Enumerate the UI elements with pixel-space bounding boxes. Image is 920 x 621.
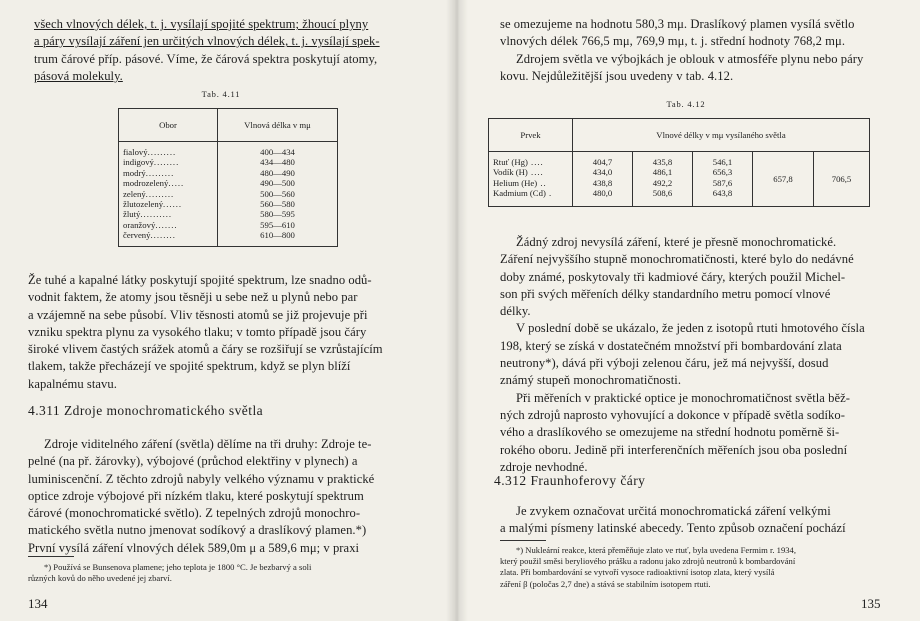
table-cell: 560—580	[260, 199, 295, 210]
table-caption: Tab. 4.11	[201, 89, 241, 99]
text-line: který použil směsi beryliového prášku a radonu jako zdrojů neutronů k bombardování	[500, 556, 796, 567]
text-line: známý stupeň monochromatičnosti.	[500, 373, 682, 388]
right-footnote	[500, 545, 878, 590]
text-line: Je zvykem označovat určitá monochromatická záření velkými	[516, 504, 831, 518]
text-line: Zdrojem světla ve výbojkách je oblouk v atmosféře plynu nebo páry	[516, 51, 864, 66]
text-line: Při měřeních v praktické optice je monochromatičnost světla běž-	[516, 390, 851, 405]
table-cell: 480—490	[260, 167, 295, 178]
text-line: tlakem, takže přecházejí ve spojité spektrum, když se plyn blíží	[28, 359, 351, 374]
text-line: kapalnému stavu.	[28, 376, 117, 391]
table-cell: 486,1	[652, 167, 673, 178]
table-cell: Vodík (H) ....	[493, 167, 544, 178]
page-number: 135	[861, 596, 881, 611]
table-cell: indigový........	[123, 157, 180, 168]
table-cell: 492,2	[652, 177, 673, 188]
table-caption: Tab. 4.12	[666, 99, 706, 109]
spectrum-table	[118, 108, 338, 247]
text-line: zlata. Při bombardování se vytvoří vysoce radioaktivní isotop zlata, který vysílá	[500, 567, 775, 578]
table-cell: 508,6	[652, 188, 673, 199]
table-cell: žlutozelený......	[123, 199, 183, 210]
table-col-1	[573, 152, 633, 207]
table-cell: fialový.........	[123, 147, 177, 157]
table-cell: oranžový.......	[123, 219, 178, 230]
text-line: všech vlnových délek, t. j. vysílají spojité spektrum; žhoucí plyny	[34, 17, 369, 31]
text-line: kovu. Nejdůležitější jsou uvedeny v tab. 4.12.	[500, 68, 734, 83]
table-cell: 656,3	[712, 167, 733, 178]
text-line: Záření nejvyššího stupně monochromatičnosti, které bylo do nedávné	[500, 252, 854, 267]
table-cell: 595—610	[260, 219, 295, 230]
table-cell: modrý.........	[123, 167, 175, 178]
footnote-rule	[28, 556, 74, 557]
table-col-3	[693, 152, 753, 207]
text-line: a páry vysílají záření jen určitých vlnových délek, t. j. vysílají spek-	[34, 34, 380, 49]
text-line: Zdroje viditelného záření (světla) dělíme na tři druhy: Zdroje te-	[44, 437, 372, 451]
table-col-elements	[489, 152, 573, 207]
right-top-text	[500, 16, 878, 85]
table-cell: Kadmium (Cd) .	[493, 188, 553, 199]
table-cell: 587,6	[712, 177, 733, 188]
left-footnote	[28, 562, 416, 584]
table-cell: 400—434	[260, 147, 295, 157]
text-line: se omezujeme na hodnotu 580,3 mμ. Draslíkový plamen vysílá světlo	[500, 17, 855, 31]
right-paragraph-4	[500, 503, 878, 538]
table-cell: 435,8	[652, 157, 673, 167]
table-header-prvek: Prvek	[489, 119, 573, 152]
page-number: 134	[28, 596, 48, 611]
text-line: pelné (na př. žárovky), výbojové (průchod elektřiny v plynech) a	[28, 454, 358, 469]
text-line: optice zdroje výbojové při nízkém tlaku, které poskytují spektrum	[28, 488, 364, 503]
table-cell: 643,8	[712, 188, 733, 199]
text-line: a vzájemně na sebe působí. Vliv těsnosti atomů se již projevuje při	[28, 307, 368, 322]
left-top-text	[34, 16, 420, 85]
table-cell: 434—480	[260, 157, 295, 168]
table-col-2	[633, 152, 693, 207]
table-col-4	[753, 152, 814, 207]
table-header-wavelengths: Vlnové délky v mμ vysílaného světla	[573, 119, 870, 152]
section-heading: 4.312 Fraunhoferovy čáry	[494, 473, 646, 488]
right-page	[456, 0, 920, 621]
text-line: V poslední době se ukázalo, že jeden z isotopů rtuti hmotového čísla	[516, 321, 865, 336]
table-cell: 500—560	[260, 188, 295, 199]
section-heading: 4.311 Zdroje monochromatického světla	[28, 403, 264, 418]
table-cell: 610—800	[260, 230, 295, 241]
table-cell: Helium (He) ..	[493, 177, 547, 188]
text-line: rokého oboru. Jedině při interferenčních měřeních jsou oba poslední	[500, 442, 848, 457]
table-cell: modrozelený.....	[123, 178, 185, 189]
text-line: trum čárové příp. pásové. Víme, že čárová spektra poskytují atomy,	[34, 51, 378, 66]
text-line: vodnit faktem, že atomy jsou těsněji u sebe než u plynů nebo par	[28, 290, 358, 305]
text-line: doby známé, poskytovaly tři kadmiové čáry, kterých použil Michel-	[500, 269, 846, 284]
table-cell: žlutý..........	[123, 209, 173, 220]
text-line: široké vlivem častých srážek atomů a čáry se rozšiřují se vzrůstajícím	[28, 342, 383, 357]
left-page	[0, 0, 456, 621]
text-line: matického světla nutno jmenovat sodíkový a draslíkový plamen.*)	[28, 523, 367, 538]
table-col-range	[218, 142, 338, 247]
elements-table	[488, 118, 870, 207]
table-cell: 490—500	[260, 178, 295, 189]
text-line: 198, který se získá v dostatečném množství při bombardování zlata	[500, 338, 842, 353]
text-line: čárové (monochromatické světlo). Z tepelných zdrojů monochro-	[28, 506, 361, 521]
text-line: neutrony*), dává při výboji zelenou čáru, jež má nejvyšší, dosud	[500, 356, 829, 371]
text-line: pásová molekuly.	[34, 68, 123, 83]
text-line: vzniku spektra plynu za vysokého tlaku; v tomto případě jsou čáry	[28, 324, 367, 339]
text-line: různých kovů do něho uvedené jej zbarví.	[28, 573, 172, 584]
table-cell: 657,8	[773, 173, 793, 184]
text-line: son při svých měřeních délky standardního metru pomocí vlnové	[500, 286, 831, 301]
left-paragraph-2	[28, 436, 416, 557]
table-cell: zelený.........	[123, 188, 175, 199]
text-line: Žádný zdroj nevysílá záření, které je přesně monochromatické.	[516, 235, 837, 249]
text-line: *) Používá se Bunsenova plamene; jeho teplota je 1800 °C. Je bezbarvý a soli	[44, 562, 312, 572]
table-cell: 706,5	[831, 173, 852, 184]
table-col-obor	[119, 142, 218, 247]
text-line: vlnových délek 766,5 mμ, 769,9 mμ, t. j. střední hodnoty 768,2 mμ.	[500, 34, 846, 49]
right-paragraph-1	[500, 234, 878, 476]
text-line: Že tuhé a kapalné látky poskytují spojité spektrum, lze snadno odů-	[28, 273, 372, 287]
footnote-rule	[500, 540, 546, 541]
table-cell: Rtuť (Hg) ....	[493, 157, 544, 167]
text-line: luminiscenční. Z těchto zdrojů nabyly velkého významu v praktické	[28, 471, 375, 486]
text-line: délky.	[500, 304, 531, 319]
table-cell: 480,0	[592, 188, 613, 199]
text-line: ných zdrojů naprosto vyhovující a dokonce v případě světla sodíko-	[500, 407, 845, 422]
text-line: zdroje nevhodné.	[500, 459, 588, 474]
table-cell: 404,7	[592, 157, 613, 167]
table-cell: 546,1	[712, 157, 733, 167]
text-line: záření β (poločas 2,7 dne) a stává se stabilním isotopem rtuti.	[500, 578, 711, 589]
text-line: a malými písmeny latinské abecedy. Tento způsob označení pochází	[500, 521, 846, 536]
text-line: První vysílá záření vlnových délek 589,0m μ a 589,6 mμ; v praxi	[28, 540, 360, 555]
text-line: *) Nukleární reakce, která přeměňuje zlato ve rtuť, byla uvedena Fermim r. 1934,	[516, 545, 796, 555]
table-header-wavelength: Vlnová délka v mμ	[218, 109, 338, 142]
table-cell: 438,8	[592, 177, 613, 188]
table-cell: červený........	[123, 230, 176, 241]
table-cell: 434,0	[592, 167, 613, 178]
left-paragraph-1	[28, 272, 416, 393]
table-cell: 580—595	[260, 209, 295, 220]
table-col-5	[814, 152, 870, 207]
text-line: vého a draslíkového se omezujeme na střední hodnotu poměrně ši-	[500, 425, 840, 440]
table-header-obor: Obor	[119, 109, 218, 142]
